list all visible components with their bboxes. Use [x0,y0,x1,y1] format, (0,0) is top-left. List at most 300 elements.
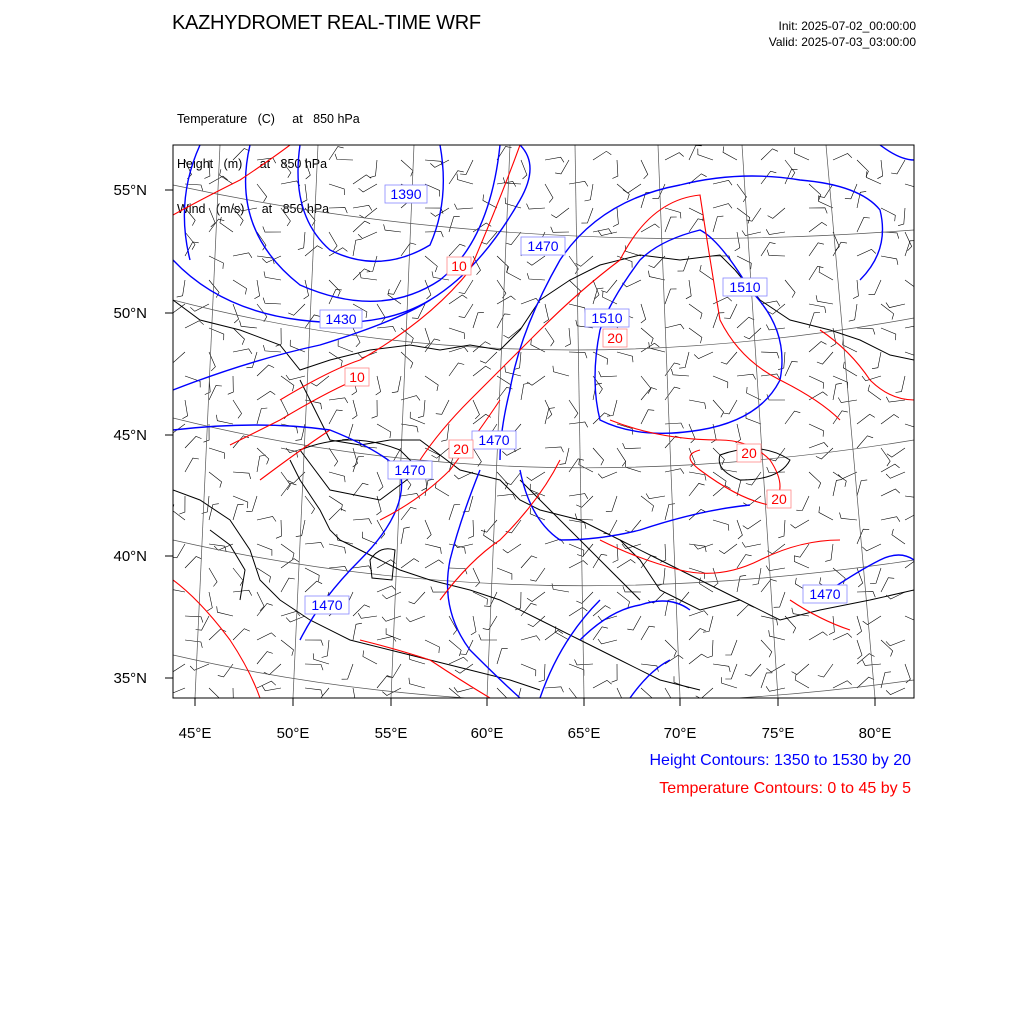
wind-barb [569,607,587,616]
wind-barb [598,231,617,236]
wind-barb [665,640,676,657]
wind-barb [742,231,761,236]
wind-barb [713,472,726,487]
wind-barb [623,184,641,193]
wind-barb [329,509,346,520]
wind-barb [358,352,377,358]
wind-barb [892,529,905,544]
wind-barb [569,664,584,676]
wind-barb [857,249,876,256]
wind-barb [569,181,588,186]
lon-label-80: 80°E [858,725,892,742]
wind-barb [792,664,809,675]
wind-barb [849,304,857,321]
wind-barb [613,208,618,227]
wind-barb [503,544,521,553]
wind-barb [766,229,785,234]
wind-barb [204,160,210,179]
wind-barb [544,304,549,323]
wind-barb [497,688,508,705]
wind-barb [527,273,545,280]
wind-barb [233,590,252,595]
lon-label-60: 60°E [470,725,504,742]
wind-barb [581,208,593,223]
wind-barb [233,568,243,586]
wind-barb [359,208,377,218]
wind-barb [886,640,905,646]
wind-barb [233,504,244,520]
wind-barb [353,623,362,640]
wind-barb [454,687,473,692]
wind-barb [362,532,377,544]
wind-barb [449,328,465,339]
wind-barb [179,496,185,514]
wind-barb [387,664,401,678]
wind-barb [530,508,545,520]
wind-barb [359,184,378,192]
wind-barb [713,664,730,672]
wind-barb [768,208,785,218]
wind-barb [671,369,689,376]
wind-barb [569,304,585,314]
wind-barb [473,568,480,587]
temp-label-10-north: 10 [451,258,467,274]
wind-barb [353,175,371,184]
wind-barb [172,505,185,521]
wind-barb [713,180,732,185]
wind-barb [737,480,747,496]
wind-barb [286,375,305,380]
wind-barb [593,554,607,568]
wind-barb [737,575,746,592]
wind-barb [281,559,299,568]
wind-barb [641,410,654,424]
wind-barb [473,414,491,424]
wind-barb [497,568,512,580]
wind-barb [484,592,497,606]
wind-barb [409,678,425,688]
wind-barb [881,328,896,340]
wind-barb [593,448,604,465]
wind-barb [585,184,594,201]
wind-barb [545,687,564,692]
wind-barb [425,640,439,653]
wind-barb [167,304,185,314]
wind-barb [401,424,418,432]
wind-barb [593,229,612,234]
wind-barb [360,272,377,280]
wind-barb [473,400,480,419]
wind-barb [617,688,624,707]
wind-barb [720,463,737,472]
wind-barb [329,184,345,195]
wind-barb [190,664,209,670]
wind-barb [766,686,785,691]
wind-barb [689,611,708,616]
wind-barb [905,616,920,629]
wind-barb [665,387,680,400]
wind-barb [689,219,704,232]
wind-barb [449,363,464,376]
wind-barb [713,297,732,304]
wind-barb [555,160,569,174]
wind-barb [479,634,497,640]
wind-barb [497,296,516,304]
wind-barb [376,376,381,395]
wind-barb [601,280,617,292]
wind-barb [766,566,785,571]
wind-barb [220,217,233,232]
wind-barb [819,507,833,521]
wind-barb [809,243,824,256]
wind-barb [209,629,226,640]
wind-barb [713,400,724,417]
wind-barb [168,352,185,363]
wind-barb [881,489,900,496]
wind-barb [449,505,460,521]
init-time: Init: 2025-07-02_00:00:00 [778,19,916,33]
wind-barb [593,413,610,424]
lat-label-45: 45°N [113,427,147,444]
wind-barb [665,153,684,160]
wind-barb [305,664,323,670]
wind-barb [698,149,713,160]
wind-barb [539,664,545,682]
wind-barb [313,653,329,664]
wind-barb [713,448,724,465]
wind-barb [497,256,509,273]
wind-barb [358,232,377,239]
wind-barb [449,244,465,256]
wind-barb [689,654,707,664]
wind-barb [721,352,737,364]
height-contours-caption: Height Contours: 1350 to 1530 by 20 [649,752,911,769]
wind-barb [857,616,862,635]
wind-barb [723,400,737,414]
wind-barb [886,472,905,478]
wind-barb [868,385,881,400]
wind-barb [257,365,274,376]
wind-barb [593,280,599,299]
wind-barb [281,376,294,391]
wind-barb [515,592,521,610]
wind-barb [877,160,882,179]
wind-barb [454,204,473,209]
lat-label-35: 35°N [113,670,147,687]
wind-barb [410,412,425,424]
wind-barb [392,376,401,393]
wind-barb [209,688,220,705]
wind-barb [840,513,858,521]
wind-barb [281,483,296,496]
map-title: KAZHYDROMET REAL-TIME WRF [172,12,481,34]
lon-label-75: 75°E [761,725,795,742]
wind-barb [809,443,828,449]
wind-barb [809,184,821,200]
wind-barb [329,232,337,251]
wind-barb [612,664,618,682]
wind-barb [305,568,319,581]
wind-barb [689,544,706,552]
wind-barb [881,208,895,221]
wind-barb [761,673,772,688]
wind-barb [833,681,852,688]
wind-barb [463,496,473,512]
wind-barb [565,328,570,347]
wind-barb [678,256,690,271]
wind-barb [497,314,510,328]
wind-barb [863,616,881,625]
wind-barb [338,340,353,352]
wind-barb [737,555,752,568]
wind-barb [527,592,545,602]
wind-barb [791,520,810,528]
wind-barb [809,632,828,640]
wind-barb [723,146,737,160]
wind-barb [862,376,881,381]
wind-barb [737,317,754,328]
wind-barb [724,304,737,318]
wind-barb [769,630,785,640]
wind-barb [694,352,713,359]
wind-barb [881,256,898,265]
wind-barb [648,271,665,280]
wind-barb [607,400,617,416]
wind-barb [401,243,416,256]
wind-barb [579,459,593,472]
height-label-1510-center: 1510 [591,310,623,326]
wind-barb [454,543,473,548]
wind-barb [233,349,252,354]
temperature-contours-caption: Temperature Contours: 0 to 45 by 5 [659,780,911,797]
wind-barb [401,559,419,568]
wind-barb [257,652,273,664]
wind-barb [576,496,593,507]
wind-barb [233,328,245,345]
wind-barb [627,616,641,630]
wind-barb [785,280,795,298]
wind-barb [809,376,824,389]
wind-barb [886,688,905,695]
wind-barb [480,352,497,363]
wind-barb [363,651,377,665]
temp-label-20-southeast: 20 [771,491,787,507]
wind-barb [862,544,881,551]
wind-barb [870,568,881,584]
wind-barb [857,328,875,335]
wind-barb [185,616,203,623]
wind-barb [569,494,588,499]
lat-label-50: 50°N [113,305,147,322]
wind-barb [641,664,658,672]
wind-barb [593,680,612,688]
wind-barb [689,629,706,641]
height-label-1470-southeast: 1470 [809,586,841,602]
wind-barb [263,345,281,352]
wind-barb [185,640,202,648]
wind-barb [353,519,372,524]
wind-barb [689,146,702,161]
wind-barb [521,383,530,400]
wind-barb [497,648,508,664]
wind-barb [569,459,584,472]
wind-barb [707,640,713,658]
wind-barb [569,422,588,427]
wind-barb [329,410,343,424]
wind-barb [816,295,833,304]
wind-barb [857,436,873,448]
wind-barb [552,583,569,592]
wind-barb [329,208,347,214]
wind-barb [689,424,695,443]
wind-barb [774,592,785,607]
wind-barb [593,606,611,616]
wind-barb [449,657,468,664]
wind-barb [353,328,360,347]
wind-barb [342,664,353,679]
height-label-1430: 1430 [325,311,357,327]
wind-barb [905,664,910,683]
wind-barb [209,472,222,488]
wind-barb [713,520,729,531]
wind-barb [665,423,684,428]
wind-barb [809,392,828,400]
wind-barb [569,688,579,706]
wind-barb [617,560,635,569]
wind-barb [305,496,315,514]
wind-barb [503,328,521,338]
wind-barb [425,280,431,299]
wind-barb [768,304,786,314]
wind-barb [233,472,251,479]
wind-barb [329,472,345,482]
wind-barb [737,374,756,379]
wind-barb [425,256,437,272]
wind-barb [569,561,588,568]
wind-barb [216,415,233,424]
wind-barb [497,494,516,499]
wind-barb [703,616,713,632]
wind-barb [382,616,401,621]
wind-barb [679,352,689,368]
wind-barb [329,398,348,403]
wind-barb [246,352,257,368]
wind-barb [617,352,633,362]
wind-barb [207,592,212,611]
wind-barb [425,560,444,568]
wind-barb [746,208,761,221]
wind-barb [744,328,761,339]
wind-barb [506,232,522,245]
wind-barb [425,376,438,391]
lon-label-50: 50°E [276,725,310,742]
wind-barb [898,208,905,226]
wind-barb [353,269,370,280]
wind-barb [521,556,537,568]
wind-barb [576,256,594,266]
wind-barb [468,520,474,538]
temp-label-20-center: 20 [607,330,623,346]
wind-barb [435,482,449,496]
temp-label-10-west: 10 [349,369,365,385]
wind-barb [665,469,684,474]
wind-barb [872,352,881,369]
wind-barb [382,592,401,599]
wind-barb [388,280,401,294]
wind-barb [593,288,603,304]
wind-barb [891,160,905,174]
wind-barb [747,387,761,400]
wind-barb [388,289,401,304]
wind-barb [473,312,484,328]
lat-label-40: 40°N [113,548,147,565]
wind-barb [761,171,776,184]
wind-barb [881,304,894,320]
wind-barb [377,424,391,438]
wind-barb [298,232,305,250]
wind-barb [761,580,777,593]
wind-barb [257,517,276,522]
wind-barb [322,640,329,658]
wind-barb [665,324,684,329]
wind-barb [778,520,785,538]
wind-barb [185,376,200,387]
wind-barb [352,400,357,419]
wind-barb [713,376,728,388]
wind-barb [377,327,396,332]
wind-barb [833,154,852,161]
wind-barb [785,411,800,424]
wind-barb [545,447,564,452]
wind-barb [305,160,310,179]
wind-barb [689,472,706,481]
wind-barb [473,366,491,376]
wind-barb [286,616,305,622]
wind-barb [304,280,309,299]
wind-barb [305,688,322,696]
wind-barb [459,304,473,318]
wind-barb [694,544,713,549]
field-temperature: Temperature (C) at 850 hPa [177,112,360,126]
wind-barb [819,266,833,280]
wind-barb [881,232,899,239]
wind-barb [264,271,281,280]
wind-barb [569,352,587,358]
wind-barb [737,520,742,539]
wind-barb [527,204,546,210]
wind-barb [641,388,657,400]
lon-label-55: 55°E [374,725,408,742]
height-label-1470-west: 1470 [394,462,426,478]
wind-barb [553,366,569,376]
wind-barb [281,544,294,559]
wind-barb [305,581,322,592]
wind-barb [753,568,762,585]
wind-barb [329,248,347,256]
wind-barb [785,362,798,377]
wind-barb [559,448,569,464]
wind-barb [623,443,641,449]
wind-barb [833,376,848,388]
wind-barb [887,448,905,457]
wind-barb [353,483,368,496]
wind-barb [233,496,248,508]
wind-barb [785,169,798,184]
wind-barb [353,566,372,571]
wind-barb [689,483,705,496]
wind-barb [612,160,618,179]
wind-barb [623,586,641,592]
